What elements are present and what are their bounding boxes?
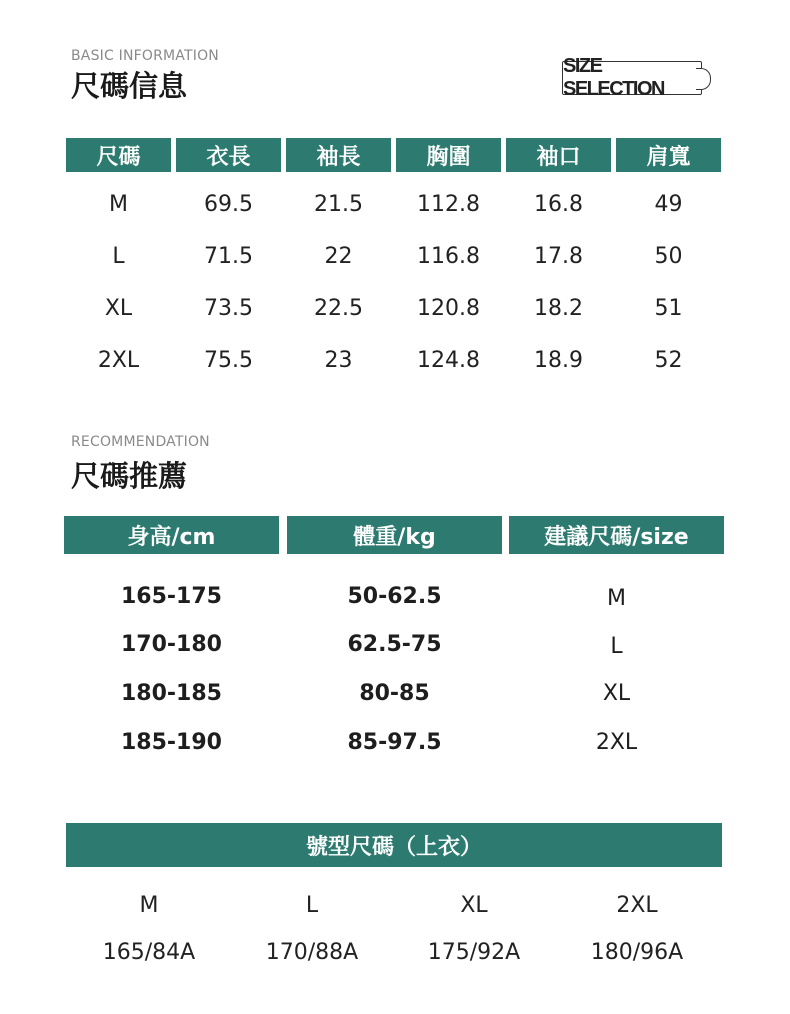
cell-shoulder: 49 bbox=[654, 191, 683, 217]
cell-height: 180-185 bbox=[121, 680, 222, 706]
model-size-code: 165/84A bbox=[102, 939, 196, 965]
cell-height: 165-175 bbox=[121, 583, 222, 609]
header-length: 衣長 bbox=[176, 138, 281, 172]
model-size-code: 175/92A bbox=[427, 939, 521, 965]
cell-recommended-size: 2XL bbox=[595, 729, 638, 755]
cell-height: 185-190 bbox=[121, 729, 222, 755]
cell-size: M bbox=[109, 191, 128, 217]
cell-weight: 62.5-75 bbox=[347, 631, 442, 657]
cell-chest: 124.8 bbox=[417, 347, 480, 373]
cell-weight: 85-97.5 bbox=[347, 729, 442, 755]
header-weight: 體重/kg bbox=[287, 516, 502, 554]
size-selection-badge bbox=[562, 55, 702, 100]
cell-length: 75.5 bbox=[204, 347, 253, 373]
model-size-label: 2XL bbox=[616, 892, 658, 918]
cell-cuff: 18.2 bbox=[534, 295, 583, 321]
model-size-banner bbox=[66, 823, 722, 867]
cell-sleeve: 23 bbox=[324, 347, 353, 373]
cell-size: 2XL bbox=[97, 347, 140, 373]
cell-cuff: 16.8 bbox=[534, 191, 583, 217]
model-size-code: 170/88A bbox=[265, 939, 359, 965]
cell-sleeve: 22 bbox=[324, 243, 353, 269]
header-shoulder: 肩寬 bbox=[616, 138, 721, 172]
cell-chest: 120.8 bbox=[417, 295, 480, 321]
cell-size: XL bbox=[104, 295, 133, 321]
cell-recommended-size: M bbox=[607, 585, 626, 611]
size-selection-label: SIZE SELECTION bbox=[563, 55, 664, 100]
model-size-label: M bbox=[139, 892, 159, 918]
header-sleeve: 袖長 bbox=[286, 138, 391, 172]
cell-height: 170-180 bbox=[121, 631, 222, 657]
cell-recommended-size: XL bbox=[602, 680, 631, 706]
header-recommended-size: 建議尺碼/size bbox=[509, 516, 724, 554]
basic-info-eyebrow: BASIC INFORMATION bbox=[71, 48, 219, 64]
cell-weight: 50-62.5 bbox=[347, 583, 442, 609]
header-chest: 胸圍 bbox=[396, 138, 501, 172]
header-cuff: 袖口 bbox=[506, 138, 611, 172]
recommendation-eyebrow: RECOMMENDATION bbox=[71, 434, 210, 450]
model-size-code: 180/96A bbox=[590, 939, 684, 965]
cell-chest: 116.8 bbox=[417, 243, 480, 269]
cell-chest: 112.8 bbox=[417, 191, 480, 217]
cell-size: L bbox=[112, 243, 125, 269]
cell-recommended-size: L bbox=[610, 633, 623, 659]
badge-hook-icon bbox=[696, 68, 711, 90]
basic-info-title: 尺碼信息 bbox=[71, 69, 188, 103]
cell-shoulder: 50 bbox=[654, 243, 683, 269]
cell-cuff: 18.9 bbox=[534, 347, 583, 373]
cell-cuff: 17.8 bbox=[534, 243, 583, 269]
model-size-label: XL bbox=[460, 892, 488, 918]
cell-length: 73.5 bbox=[204, 295, 253, 321]
header-size: 尺碼 bbox=[66, 138, 171, 172]
recommendation-title: 尺碼推薦 bbox=[71, 459, 188, 493]
model-size-title: 號型尺碼（上衣） bbox=[305, 834, 482, 860]
model-size-label: L bbox=[305, 892, 319, 918]
cell-sleeve: 22.5 bbox=[314, 295, 363, 321]
cell-sleeve: 21.5 bbox=[314, 191, 363, 217]
cell-shoulder: 51 bbox=[654, 295, 683, 321]
cell-shoulder: 52 bbox=[654, 347, 683, 373]
cell-length: 69.5 bbox=[204, 191, 253, 217]
cell-length: 71.5 bbox=[204, 243, 253, 269]
header-height: 身高/cm bbox=[64, 516, 279, 554]
cell-weight: 80-85 bbox=[359, 680, 430, 706]
